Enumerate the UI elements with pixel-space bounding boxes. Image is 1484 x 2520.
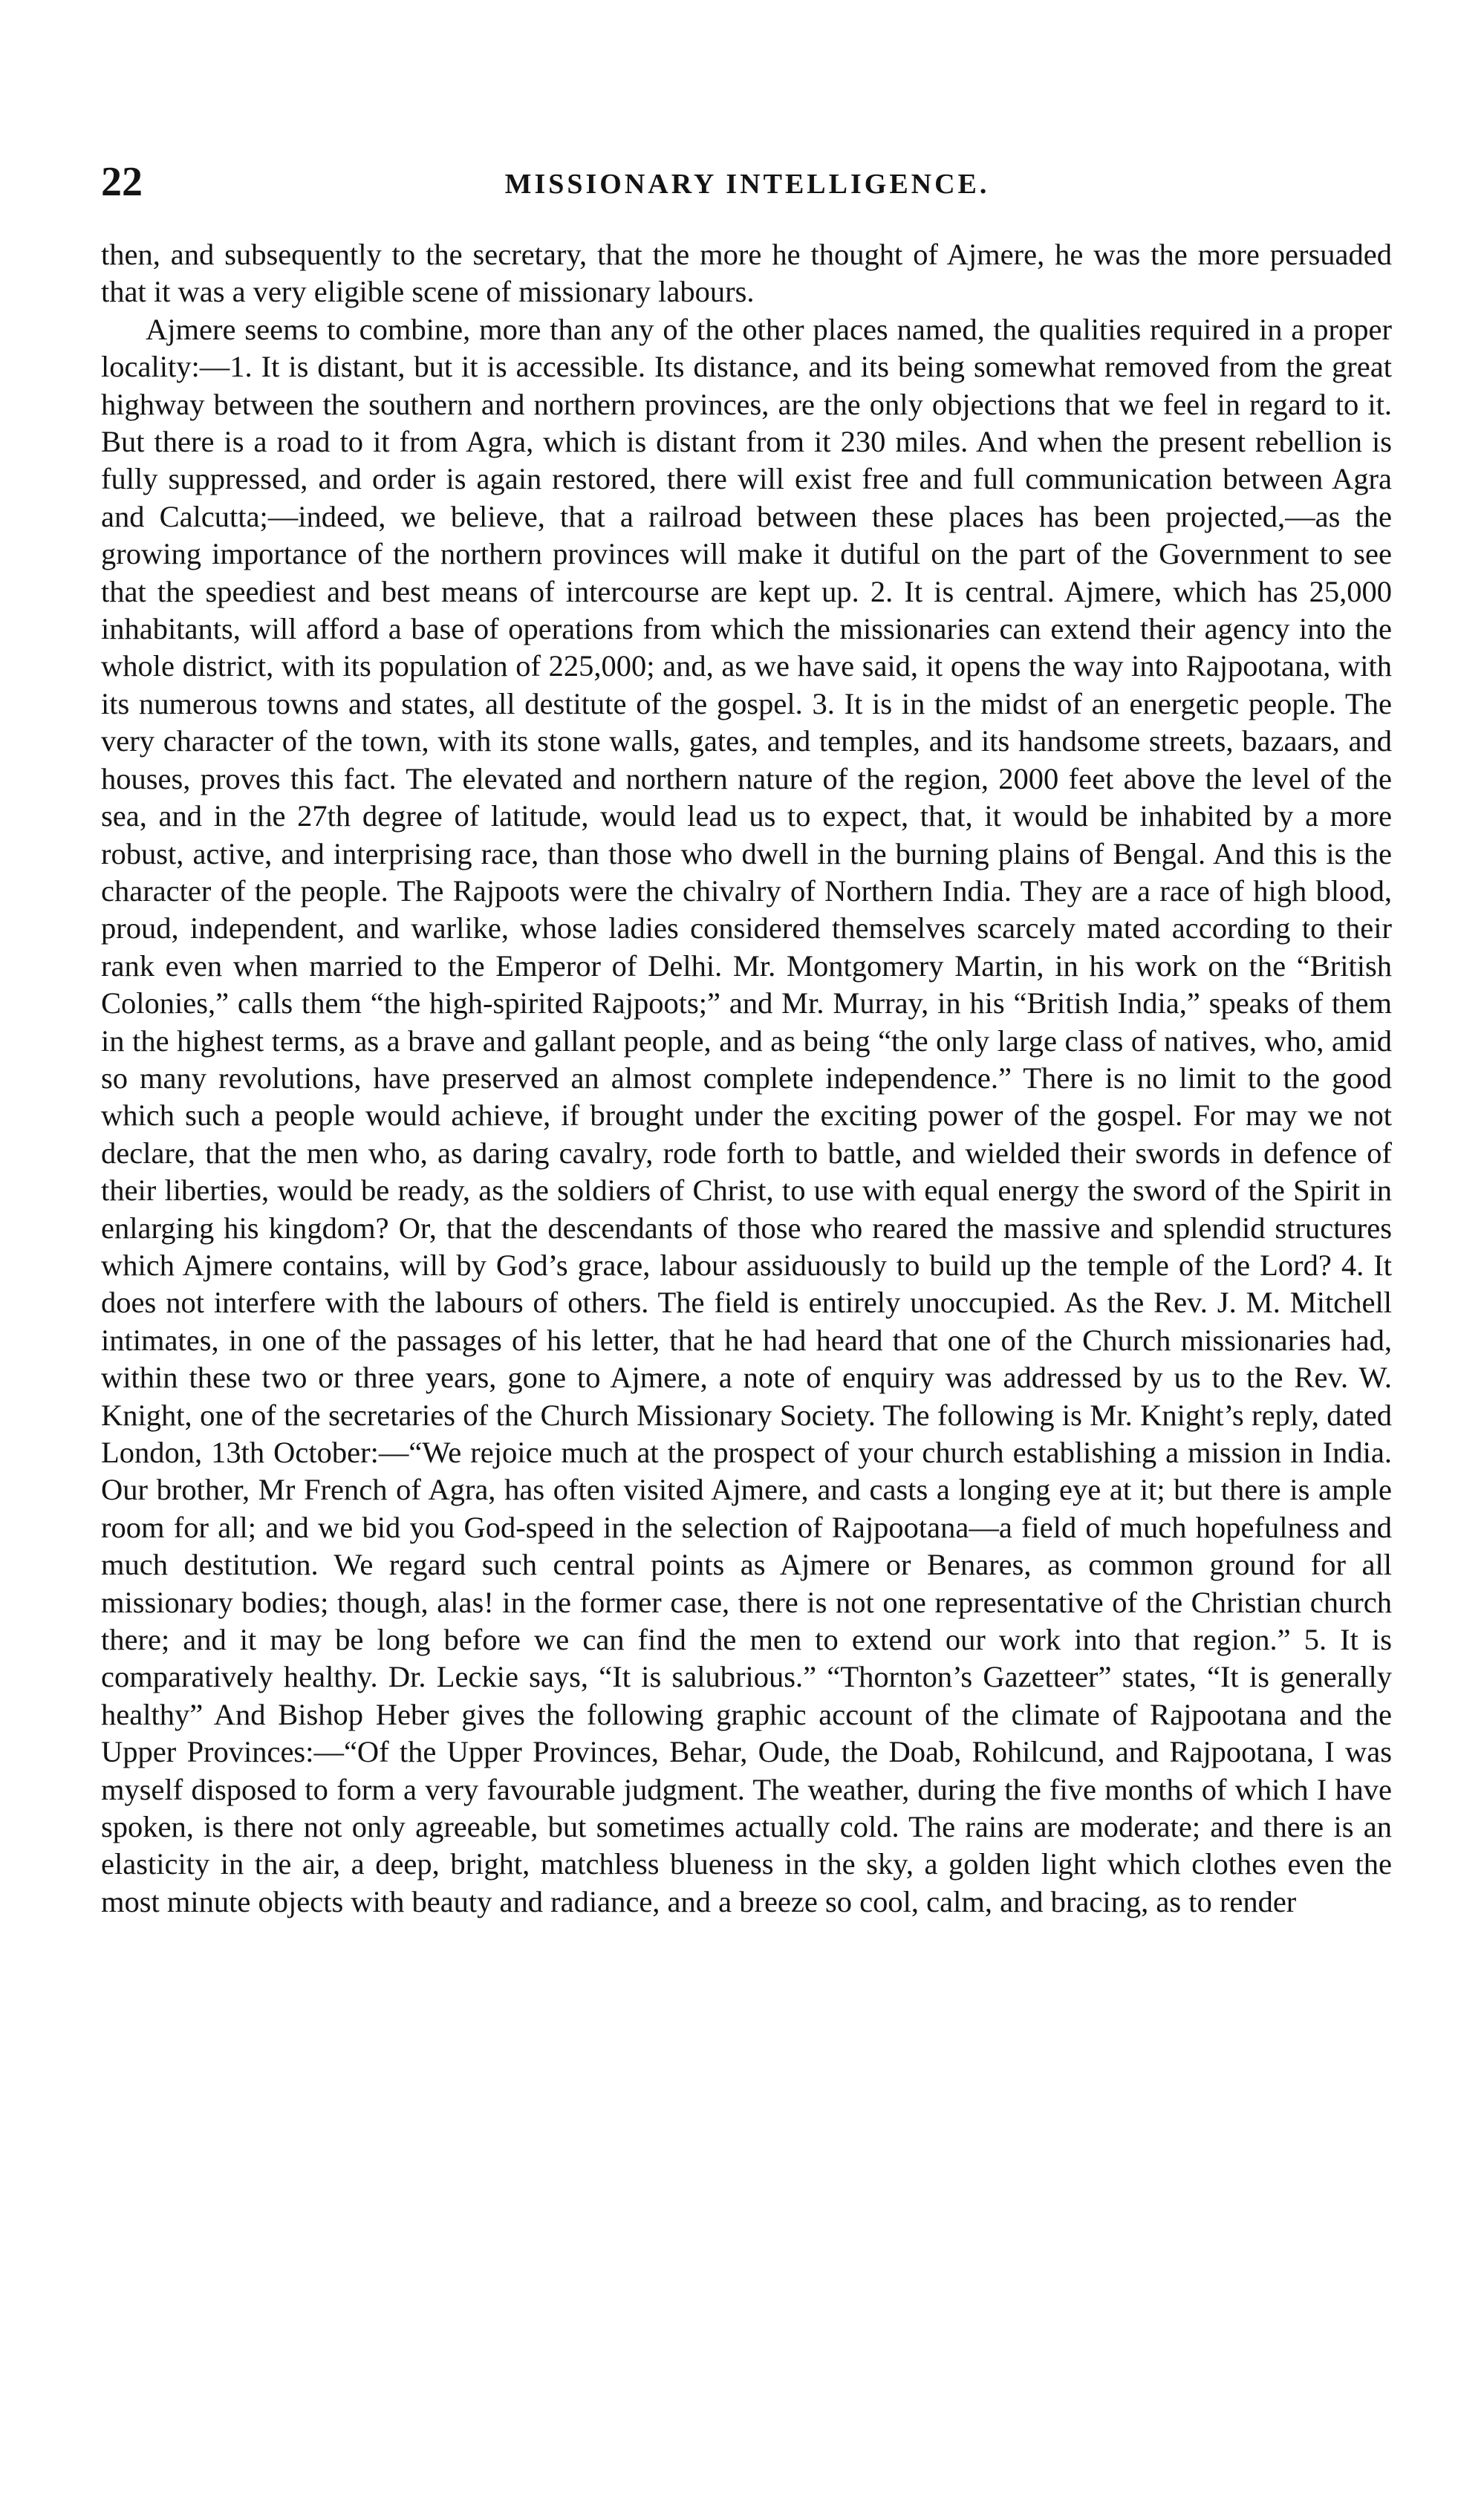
paragraph-continued: then, and subsequently to the secretary, that the more he thought of Ajmere, he was the more persuaded that it was a very eligible scene of missionary labours.: [101, 238, 1392, 309]
body-text: [101, 236, 1392, 1921]
paragraph-ajmere: Ajmere seems to combine, more than any of the other places named, the qualities required in a proper locality:—1. It is distant, but it is accessible. Its distance, and its being somewhat removed from the great highway between the southern and northern provinces, are the only objections that we feel in regard to it. But there is a road to it from Agra, which is distant from it 230 miles. And when the present rebellion is fully suppressed, and order is again restored, there will exist free and full communication between Agra and Calcutta;—indeed, we believe, that a railroad between these places has been projected,—as the growing importance of the northern provinces will make it dutiful on the part of the Government to see that the speediest and best means of intercourse are kept up. 2. It is central. Ajmere, which has 25,000 inhabitants, will afford a base of operations from which the missionaries can extend their agency into the whole district, with its population of 225,000; and, as we have said, it opens the way into Rajpootana, with its numerous towns and states, all destitute of the gospel. 3. It is in the midst of an energetic people. The very character of the town, with its stone walls, gates, and temples, and its handsome streets, bazaars, and houses, proves this fact. The elevated and northern nature of the region, 2000 feet above the level of the sea, and in the 27th degree of latitude, would lead us to expect, that, it would be inhabited by a more robust, active, and interprising race, than those who dwell in the burning plains of Bengal. And this is the character of the people. The Rajpoots were the chivalry of Northern India. They are a race of high blood, proud, independent, and warlike, whose ladies considered themselves scarcely mated according to their rank even when married to the Emperor of Delhi. Mr. Montgomery Martin, in his work on the “British Colonies,” calls them “the high-spirited Rajpoots;” and Mr. Murray, in his “British India,” speaks of them in the highest terms, as a brave and gallant people, and as being “the only large class of natives, who, amid so many revolutions, have preserved an almost complete independence.” There is no limit to the good which such a people would achieve, if brought under the exciting power of the gospel. For may we not declare, that the men who, as daring cavalry, rode forth to battle, and wielded their swords in defence of their liberties, would be ready, as the soldiers of Christ, to use with equal energy the sword of the Spirit in enlarging his kingdom? Or, that the descendants of those who reared the massive and splendid structures which Ajmere contains, will by God’s grace, labour assiduously to build up the temple of the Lord? 4. It does not interfere with the labours of others. The field is entirely unoccupied. As the Rev. J. M. Mitchell intimates, in one of the passages of his letter, that he had heard that one of the Church missionaries had, within these two or three years, gone to Ajmere, a note of enquiry was addressed by us to the Rev. W. Knight, one of the secretaries of the Church Missionary Society. The following is Mr. Knight’s reply, dated London, 13th October:—“We rejoice much at the prospect of your church establishing a mission in India. Our brother, Mr French of Agra, has often visited Ajmere, and casts a longing eye at it; but there is ample room for all; and we bid you God-speed in the selection of Rajpootana—a field of much hopefulness and much destitution. We regard such central points as Ajmere or Benares, as common ground for all missionary bodies; though, alas! in the former case, there is not one representative of the Christian church there; and it may be long before we can find the men to extend our work into that region.” 5. It is comparatively healthy. Dr. Leckie says, “It is salubrious.” “Thornton’s Gazetteer” states, “It is generally healthy” And Bishop Heber gives the following graphic account of the climate of Rajpootana and the Upper Provinces:—“Of the Upper Provinces, Behar, Oude, the Doab, Rohilcund, and Rajpootana, I was myself disposed to form a very favourable judgment. The weather, during the five months of which I have spoken, is there not only agreeable, but sometimes actually cold. The rains are moderate; and there is an elasticity in the air, a deep, bright, matchless blueness in the sky, a golden light which clothes even the most minute objects with beauty and radiance, and a breeze so cool, calm, and bracing, as to render: [101, 312, 1392, 1918]
running-title: MISSIONARY INTELLIGENCE.: [504, 169, 990, 200]
page-header: [101, 156, 1393, 208]
page-number: 22: [101, 159, 143, 205]
